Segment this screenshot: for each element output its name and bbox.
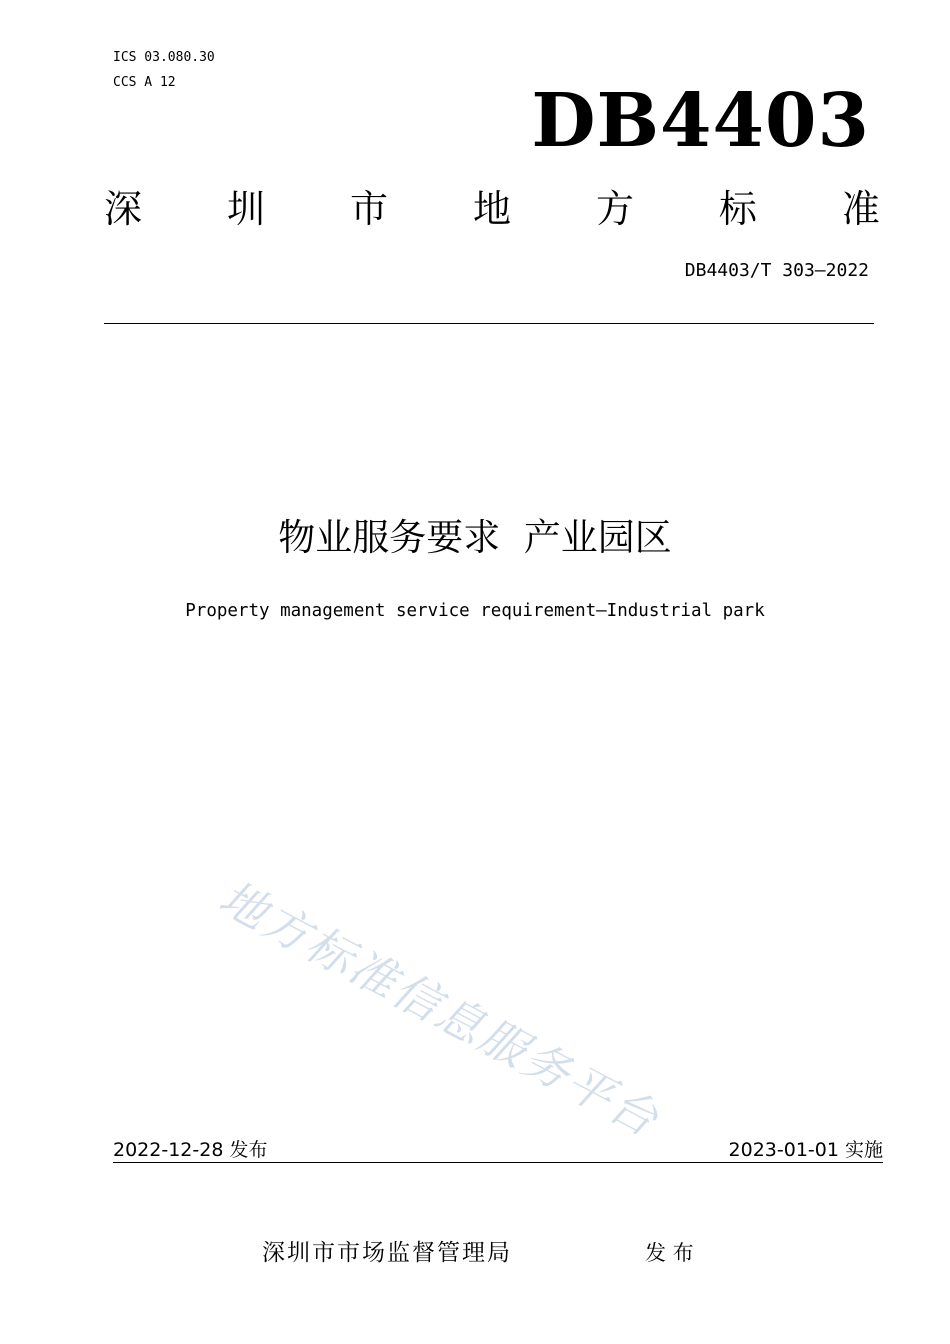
standard-type-char: 市 [349, 187, 388, 231]
title-english: Property management service requirement—Industrial park [185, 601, 765, 621]
standard-type-char: 方 [595, 187, 634, 231]
publish-date: 2022-12-28 发布 [113, 1139, 268, 1161]
standard-code: DB4403 [531, 78, 870, 164]
standard-type-char: 深 [104, 187, 143, 231]
footer-divider [113, 1162, 883, 1163]
standard-type-char: 标 [718, 187, 757, 231]
header-divider [104, 323, 874, 324]
ics-code: ICS 03.080.30 [113, 50, 215, 65]
standard-number: DB4403/T 303—2022 [684, 260, 869, 281]
watermark: 地方标准信息服务平台 [210, 870, 669, 1148]
implement-date: 2023-01-01 实施 [728, 1139, 883, 1161]
standard-type-char: 准 [841, 187, 880, 231]
standard-type-char: 圳 [226, 187, 265, 231]
ccs-code: CCS A 12 [113, 75, 176, 90]
standard-type-char: 地 [472, 187, 511, 231]
standard-type [104, 186, 880, 232]
issuing-authority: 深圳市市场监督管理局 [262, 1240, 512, 1266]
issued-label: 发 布 [645, 1241, 694, 1265]
title-chinese: 物业服务要求 产业园区 [278, 516, 672, 559]
